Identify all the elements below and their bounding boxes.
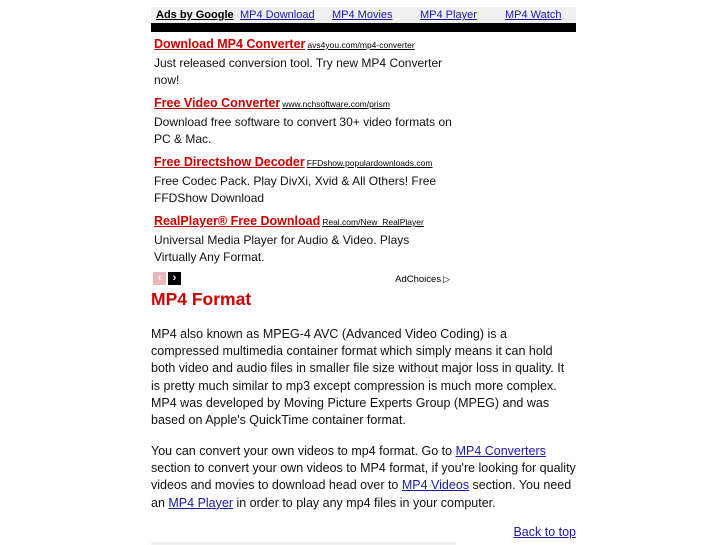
paragraph-text: section to convert your own videos to MP4 format, if you're looking for quality videos and movies to download head over to [151,461,576,493]
ad-navigation [153,272,183,286]
back-to-top-link[interactable]: Back to top [513,525,576,539]
ad-url[interactable]: avs4you.com/mp4-converter [307,40,415,50]
paragraph-text: You can convert your own videos to mp4 format. Go to [151,444,456,458]
ad-unit [151,32,456,287]
ad-url[interactable]: www.nchsoftware.com/prism [282,99,390,109]
ad-link-bar [151,7,576,23]
ads-by-google-label[interactable]: Ads by Google [156,9,234,21]
ad-description: Free Codec Pack. Play DivXi, Xvid & All Others! Free FFDShow Download [154,174,437,205]
paragraph-text: section. You need an [151,478,572,510]
top-link-mp4-player[interactable]: MP4 Player [420,9,477,21]
mp4-player-link[interactable]: MP4 Player [168,495,233,510]
previous-ad-button[interactable]: ‹ [153,272,166,285]
top-link-mp4-movies[interactable]: MP4 Movies [332,9,393,21]
next-ad-button[interactable]: › [168,272,181,285]
mp4-converters-link[interactable]: MP4 Converters [455,444,546,458]
mp4-videos-link[interactable]: MP4 Videos [401,478,470,493]
ad-description: Just released conversion tool. Try new MP4 Converter now! [154,56,443,87]
ad-item [154,154,454,207]
intro-paragraph: MP4 also known as MPEG-4 AVC (Advanced Video Coding) is a compressed multimedia container format which simply means it can hold both video and audio files in smaller file size without major loss in quality. It is pretty much similar to mp3 except compression is much more complex. MP4 was developed by Moving Picture Experts Group (MPEG) and was based on Apple's QuickTime container format. [151,327,565,428]
ad-description: Download free software to convert 30+ video formats on PC & Mac. [154,115,452,146]
page-title: MP4 Format [151,289,252,309]
top-link-mp4-download[interactable]: MP4 Download [240,9,315,21]
ad-url[interactable]: Real.com/New_RealPlayer [322,217,424,227]
ad-title[interactable]: Download MP4 Converter [154,37,306,51]
converters-paragraph [151,443,576,512]
divider-bar [151,23,576,32]
ad-item [154,95,454,148]
adchoices-link[interactable] [395,272,450,287]
ad-url[interactable]: FFDshow.populardownloads.com [306,158,433,168]
ad-item [154,36,454,89]
ad-description: Universal Media Player for Audio & Video. Plays Virtually Any Format. [154,233,410,264]
ad-item [154,213,454,266]
paragraph-text: in order to play any mp4 files in your computer. [233,495,496,510]
adchoices-label: AdChoices [395,274,442,285]
ad-title[interactable]: Free Directshow Decoder [154,155,305,169]
play-triangle-icon: ▷ [443,274,450,284]
ad-title[interactable]: Free Video Converter [154,96,281,110]
ad-title[interactable]: RealPlayer® Free Download [154,214,321,228]
top-link-mp4-watch[interactable]: MP4 Watch [505,9,562,21]
